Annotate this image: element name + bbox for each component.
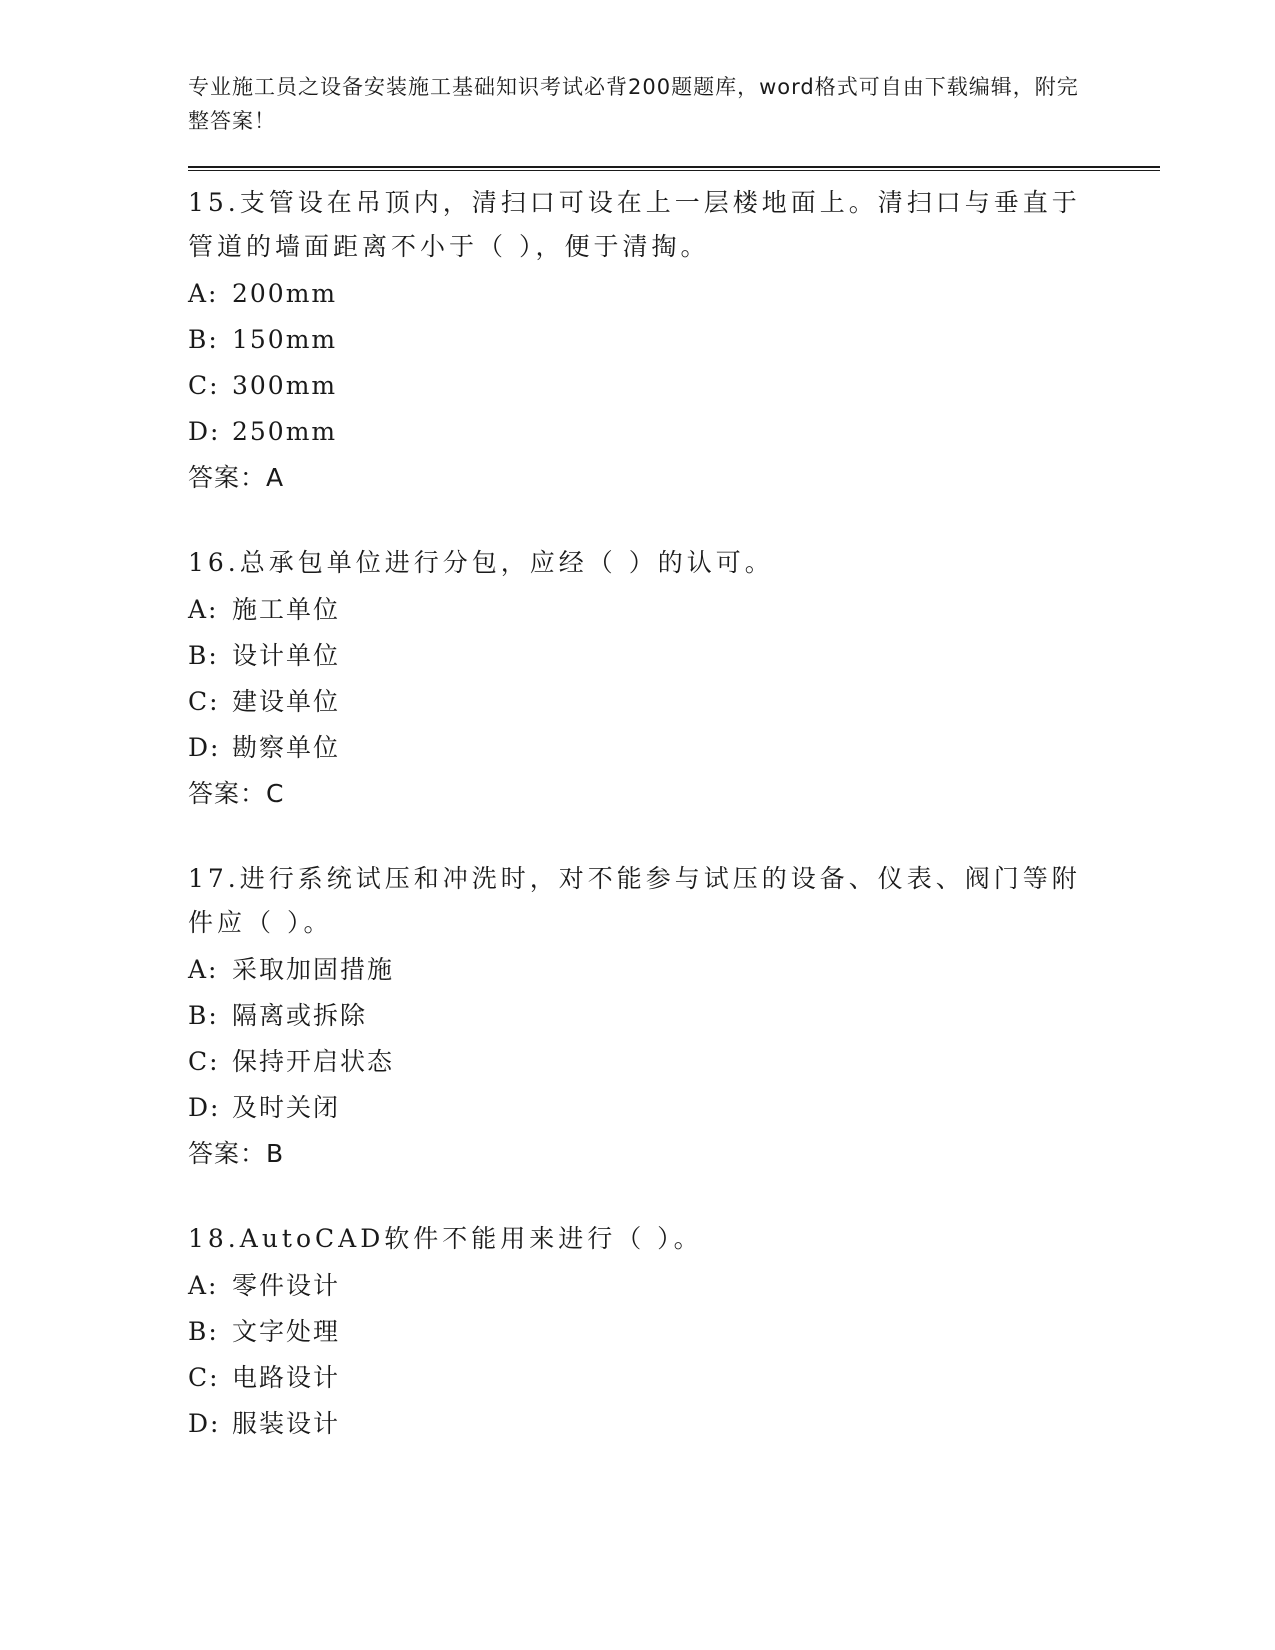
option-text: 200mm <box>232 279 338 308</box>
option-text: 300mm <box>232 371 338 400</box>
option-text: 勘察单位 <box>232 733 341 762</box>
document-page <box>188 70 1160 1447</box>
option-letter: A: <box>188 279 219 308</box>
option-text: 设计单位 <box>232 641 341 670</box>
option-letter: C: <box>188 687 220 716</box>
option-a <box>188 271 1160 317</box>
option-letter: B: <box>188 325 219 354</box>
option-letter: D: <box>188 1093 221 1122</box>
option-text: 零件设计 <box>232 1271 341 1300</box>
option-letter: D: <box>188 733 221 762</box>
option-text: 保持开启状态 <box>232 1047 395 1076</box>
option-text: 隔离或拆除 <box>232 1001 368 1030</box>
option-letter: A: <box>188 955 219 984</box>
option-text: 150mm <box>232 325 338 354</box>
answer-line: 答案：B <box>188 1139 285 1168</box>
option-letter: B: <box>188 641 219 670</box>
option-letter: A: <box>188 595 219 624</box>
option-letter: B: <box>188 1317 219 1346</box>
option-letter: D: <box>188 417 221 446</box>
question-stem: 15.支管设在吊顶内，清扫口可设在上一层楼地面上。清扫口与垂直于管道的墙面距离不小于（ ），便于清掏。 <box>188 188 1081 261</box>
question-stem: 18.AutoCAD软件不能用来进行（ ）。 <box>188 1224 703 1253</box>
option-d <box>188 409 1160 455</box>
option-letter: B: <box>188 1001 219 1030</box>
option-c <box>188 363 1160 409</box>
option-c <box>188 1039 1160 1085</box>
option-a <box>188 947 1160 993</box>
option-b <box>188 993 1160 1039</box>
option-text: 服装设计 <box>232 1409 341 1438</box>
question-15 <box>188 181 1160 501</box>
document-header: 专业施工员之设备安装施工基础知识考试必背200题题库，word格式可自由下载编辑，附完整答案！ <box>188 75 1079 133</box>
answer-line: 答案：A <box>188 463 285 492</box>
option-c <box>188 679 1160 725</box>
option-text: 电路设计 <box>232 1363 341 1392</box>
option-letter: C: <box>188 371 220 400</box>
question-18 <box>188 1217 1160 1447</box>
option-letter: C: <box>188 1363 220 1392</box>
option-text: 250mm <box>232 417 338 446</box>
option-d <box>188 1085 1160 1131</box>
option-d <box>188 1401 1160 1447</box>
option-c <box>188 1355 1160 1401</box>
option-text: 建设单位 <box>232 687 341 716</box>
option-a <box>188 1263 1160 1309</box>
question-16 <box>188 541 1160 817</box>
option-text: 及时关闭 <box>232 1093 341 1122</box>
option-letter: C: <box>188 1047 220 1076</box>
option-b <box>188 1309 1160 1355</box>
option-text: 采取加固措施 <box>232 955 395 984</box>
answer-line: 答案：C <box>188 779 285 808</box>
option-text: 文字处理 <box>232 1317 341 1346</box>
option-letter: D: <box>188 1409 221 1438</box>
option-a <box>188 587 1160 633</box>
option-letter: A: <box>188 1271 219 1300</box>
header-divider <box>188 166 1160 171</box>
option-text: 施工单位 <box>232 595 341 624</box>
option-b <box>188 317 1160 363</box>
question-stem: 17.进行系统试压和冲洗时，对不能参与试压的设备、仪表、阀门等附件应（ ）。 <box>188 864 1081 937</box>
question-stem: 16.总承包单位进行分包，应经（ ）的认可。 <box>188 548 774 577</box>
question-17 <box>188 857 1160 1177</box>
option-d <box>188 725 1160 771</box>
option-b <box>188 633 1160 679</box>
